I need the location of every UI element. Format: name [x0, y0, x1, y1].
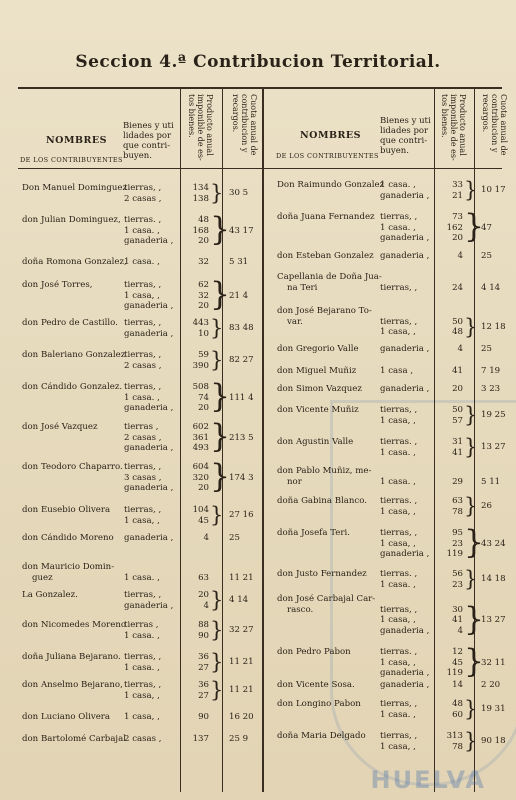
brace-icon: }: [464, 644, 485, 680]
producto-values: 4: [457, 251, 463, 261]
brace-icon: }: [210, 379, 231, 415]
producto-values: 20: [452, 384, 463, 394]
cuota-value: 16 20: [229, 712, 254, 722]
header-producto-right: Producto anual imponible de es-tos bienes.: [440, 94, 467, 161]
header-contribuyentes-right: DE LOS CONTRIBUYENTES: [276, 152, 379, 160]
bienes-list: tierras, , 2 casas ,: [124, 183, 162, 204]
bienes-list: tierras, , 1 casa, ,: [380, 405, 418, 426]
producto-values: 20 4: [198, 590, 209, 611]
contribuyente-name: don Anselmo Bejarano,: [22, 680, 123, 690]
bienes-list: tierras. , 1 casa, ,: [380, 496, 418, 517]
contribuyente-name: don Eusebio Olivera: [22, 505, 111, 515]
producto-values: 63: [198, 572, 209, 583]
producto-values: 602 361 493: [192, 422, 209, 453]
producto-values: 95 23 119: [446, 528, 463, 559]
producto-values: 137: [192, 734, 209, 744]
bienes-list: tierras, , ganaderia ,: [124, 318, 174, 339]
cuota-value: 30 5: [229, 188, 249, 199]
cuota-value: 27 16: [229, 510, 254, 521]
cuota-value: 10 17: [481, 185, 506, 196]
brace-icon: }: [464, 178, 478, 202]
contribuyente-name: don José Vazquez: [22, 422, 98, 432]
producto-values: 50 57: [452, 405, 463, 426]
cuota-value: 43 24: [481, 538, 506, 549]
producto-values: 32: [198, 257, 209, 267]
producto-values: 604 320 20: [192, 462, 209, 493]
brace-icon: }: [464, 525, 485, 561]
contribuyente-name: don Esteban Gonzalez: [277, 251, 374, 261]
contribuyente-name: Don Manuel Dominguez: [22, 183, 128, 193]
header-nombres-right: NOMBRES: [300, 130, 362, 141]
bienes-list: tierras. , 1 casa. ,: [380, 437, 418, 458]
bienes-list: tierras, , ganaderia ,: [124, 590, 174, 611]
brace-icon: }: [210, 277, 231, 313]
contribuyente-name: don Nicomedes Moreno: [22, 620, 127, 630]
contribuyente-name: doña Josefa Teri.: [277, 528, 350, 538]
producto-values: 48 60: [452, 699, 463, 720]
bienes-list: tierras, , 2 casas ,: [124, 350, 162, 371]
bienes-list: tierras. , 1 casa, , ganaderia ,: [380, 647, 430, 678]
producto-values: 24: [452, 282, 463, 293]
contribuyente-name: don Cándido Moreno: [22, 533, 114, 543]
bienes-list: ganaderia ,: [380, 344, 430, 354]
contribuyente-name: don Cándido Gonzalez.: [22, 382, 123, 392]
producto-values: 134 138: [192, 183, 209, 204]
brace-icon: }: [210, 459, 231, 495]
brace-icon: }: [210, 181, 224, 205]
cuota-value: 3 23: [481, 384, 501, 394]
header-contribuyentes-left: DE LOS CONTRIBUYENTES: [20, 156, 123, 164]
brace-icon: }: [210, 503, 224, 527]
contribuyente-name: don Bartolomé Carbajal: [22, 734, 126, 744]
contribuyente-name: don Agustin Valle: [277, 437, 354, 447]
contribuyente-name: doña Romona Gonzalez,: [22, 257, 127, 267]
cuota-value: 7 19: [481, 366, 501, 376]
producto-values: 88 90: [198, 620, 209, 641]
bienes-list: 1 casa ,: [380, 366, 414, 376]
header-cuota-right: Cuota anual de contribucion y recargos.: [481, 94, 508, 156]
contribuyente-name: don Pedro Pabon: [277, 647, 351, 657]
bienes-list: tierras. , 1 casa. ,: [380, 569, 418, 590]
bienes-list: tierras, , 1 casa, ,: [124, 505, 162, 526]
contribuyente-name: don José Bejarano To- var.: [277, 306, 372, 327]
contribuyente-name: don Miguel Muñiz: [277, 366, 357, 376]
brace-icon: }: [464, 435, 478, 459]
cuota-value: 25 9: [229, 734, 249, 744]
bienes-list: 2 casas ,: [124, 734, 162, 744]
cuota-value: 13 27: [481, 442, 506, 453]
bienes-list: tierras, , 1 casa, , ganaderia ,: [380, 528, 430, 559]
divider-center: [262, 87, 264, 792]
bienes-list: tierras, , 1 casa, ,: [380, 731, 418, 752]
cuota-value: 19 25: [481, 410, 506, 421]
top-rule: [18, 87, 502, 89]
contribuyente-name: don Luciano Olivera: [22, 712, 111, 722]
producto-values: 4: [457, 344, 463, 354]
producto-values: 29: [452, 476, 463, 487]
header-nombres-left: NOMBRES: [46, 135, 108, 146]
contribuyente-name: doña Juliana Bejarano.: [22, 652, 121, 662]
brace-icon: }: [210, 212, 231, 248]
cuota-value: 32 11: [481, 657, 506, 668]
header-bienes-left: Bienes y uti lidades por que contri- buyen.: [123, 121, 174, 161]
bienes-list: tierras, , 1 casa, , ganaderia ,: [124, 280, 174, 311]
producto-values: 12 45 119: [446, 647, 463, 678]
contribuyente-name: don Teodoro Chaparro.: [22, 462, 123, 472]
bienes-list: 1 casa. ,: [380, 476, 416, 487]
contribuyente-name: don Longino Pabon: [277, 699, 361, 709]
cuota-value: 2 20: [481, 680, 501, 690]
bienes-list: 1 casa. , ganaderia ,: [380, 180, 430, 201]
producto-values: 33 21: [452, 180, 463, 201]
contribuyente-name: don Julian Dominguez,: [22, 215, 121, 225]
contribuyente-name: Don Raimundo Gonzalez: [277, 180, 385, 190]
bienes-list: tierras, , 1 casa. , ganaderia ,: [380, 212, 430, 243]
brace-icon: }: [210, 348, 224, 372]
cuota-value: 25: [229, 533, 240, 543]
cuota-value: 26: [481, 501, 492, 512]
producto-values: 508 74 20: [192, 382, 209, 413]
cuota-value: 13 27: [481, 615, 506, 625]
brace-icon: }: [464, 403, 478, 427]
producto-values: 90: [198, 712, 209, 722]
contribuyente-name: don Vicente Muñiz: [277, 405, 359, 415]
producto-values: 48 168 20: [192, 215, 209, 246]
cuota-value: 11 21: [229, 685, 254, 696]
bienes-list: tierras, , 3 casas , ganaderia ,: [124, 462, 174, 493]
contribuyente-name: Capellania de Doña Jua- na Teri: [277, 272, 382, 293]
brace-icon: }: [464, 567, 478, 591]
cuota-value: 47: [481, 222, 492, 233]
brace-icon: }: [464, 729, 478, 753]
contribuyente-name: don Pablo Muñiz, me- nor: [277, 466, 372, 487]
contribuyente-name: La Gonzalez.: [22, 590, 78, 600]
cuota-value: 82 27: [229, 355, 254, 366]
cuota-value: 5 11: [481, 476, 501, 487]
brace-icon: }: [464, 209, 485, 245]
bienes-list: tierras, , 1 casa, ,: [380, 316, 418, 337]
brace-icon: }: [464, 314, 478, 339]
cuota-value: 21 4: [229, 290, 249, 301]
cuota-value: 4 14: [481, 282, 501, 293]
cuota-value: 43 17: [229, 225, 254, 236]
brace-icon: }: [210, 650, 224, 674]
cuota-value: 83 48: [229, 323, 254, 334]
brace-icon: }: [210, 316, 224, 340]
producto-values: 41: [452, 366, 463, 376]
bienes-list: ganaderia ,: [124, 533, 174, 543]
contribuyente-name: don Pedro de Castillo.: [22, 318, 118, 328]
bienes-list: tierras, , 1 casa, ,: [124, 680, 162, 701]
producto-values: 59 390: [192, 350, 209, 371]
brace-icon: }: [210, 588, 224, 612]
contribuyente-name: don Baleriano Gonzalez: [22, 350, 126, 360]
bienes-list: tierras. , 1 casa. , ganaderia ,: [124, 215, 174, 246]
cuota-value: 14 18: [481, 574, 506, 585]
bienes-list: tierras, , 1 casa, , ganaderia ,: [380, 604, 430, 636]
bienes-list: tierras, , 1 casa. ,: [124, 652, 162, 673]
bienes-list: ganaderia ,: [380, 680, 430, 690]
contribuyente-name: don José Torres,: [22, 280, 93, 290]
cuota-value: 25: [481, 344, 492, 354]
producto-values: 73 162 20: [446, 212, 463, 243]
contribuyente-name: don Justo Fernandez: [277, 569, 367, 579]
watermark-shield: [330, 400, 516, 786]
contribuyente-name: doña Maria Delgado: [277, 731, 366, 741]
cuota-value: 111 4: [229, 392, 254, 403]
producto-values: 36 27: [198, 652, 209, 673]
bienes-list: 1 casa. ,: [124, 572, 160, 583]
producto-values: 14: [452, 680, 463, 690]
bienes-list: tierras, , 1 casa. , ganaderia ,: [124, 382, 174, 413]
bienes-list: ganaderia ,: [380, 251, 430, 261]
bienes-list: 1 casa, ,: [124, 712, 160, 722]
bienes-list: 1 casa. ,: [124, 257, 160, 267]
contribuyente-name: don Gregorio Valle: [277, 344, 359, 354]
producto-values: 63 78: [452, 496, 463, 517]
cuota-value: 90 18: [481, 736, 506, 747]
producto-values: 104 45: [192, 505, 209, 526]
contribuyente-name: doña Gabina Blanco.: [277, 496, 367, 506]
contribuyente-name: doña Juana Fernandez: [277, 212, 375, 222]
cuota-value: 174 3: [229, 472, 254, 483]
cuota-value: 213 5: [229, 432, 254, 443]
cuota-value: 19 31: [481, 704, 506, 715]
contribuyente-name: don José Carbajal Car- rasco.: [277, 594, 376, 615]
page-title: Seccion 4.ª Contribucion Territorial.: [75, 52, 441, 72]
cuota-value: 5 31: [229, 257, 249, 267]
brace-icon: }: [210, 419, 231, 455]
producto-values: 36 27: [198, 680, 209, 701]
cuota-value: 11 21: [229, 657, 254, 668]
producto-values: 313 78: [446, 731, 463, 752]
bienes-list: tierras , 1 casa. ,: [124, 620, 160, 641]
contribuyente-name: don Mauricio Domin- guez: [22, 562, 115, 583]
cuota-value: 11 21: [229, 572, 254, 583]
contribuyente-name: don Vicente Sosa.: [277, 680, 355, 690]
producto-values: 62 32 20: [198, 280, 209, 311]
bienes-list: ganaderia ,: [380, 384, 430, 394]
brace-icon: }: [210, 618, 224, 642]
cuota-value: 25: [481, 251, 492, 261]
producto-values: 56 23: [452, 569, 463, 590]
brace-icon: }: [464, 697, 478, 721]
producto-values: 50 48: [452, 316, 463, 337]
header-producto-left: Producto anual imponible de es-tos bienes.: [187, 94, 214, 161]
contribuyente-name: don Simon Vazquez: [277, 384, 362, 394]
brace-icon: }: [464, 494, 478, 518]
brace-icon: }: [210, 678, 224, 702]
header-bienes-right: Bienes y uti lidades por que contri- buyen.: [380, 116, 431, 156]
bienes-list: tierras , 2 casas , ganaderia ,: [124, 422, 174, 453]
producto-values: 443 10: [192, 318, 209, 339]
header-cuota-left: Cuota anual de contribucion y recargos.: [231, 94, 258, 156]
cuota-value: 12 18: [481, 321, 506, 332]
producto-values: 30 41 4: [452, 604, 463, 636]
cuota-value: 4 14: [229, 595, 249, 606]
bienes-list: tierras, ,: [380, 282, 418, 293]
bienes-list: tierras, , 1 casa. ,: [380, 699, 418, 720]
brace-icon: }: [464, 601, 485, 638]
watermark-text: HUELVA: [370, 766, 486, 794]
cuota-value: 32 27: [229, 625, 254, 636]
header-rule: [18, 168, 502, 169]
producto-values: 4: [203, 533, 209, 543]
producto-values: 31 41: [452, 437, 463, 458]
